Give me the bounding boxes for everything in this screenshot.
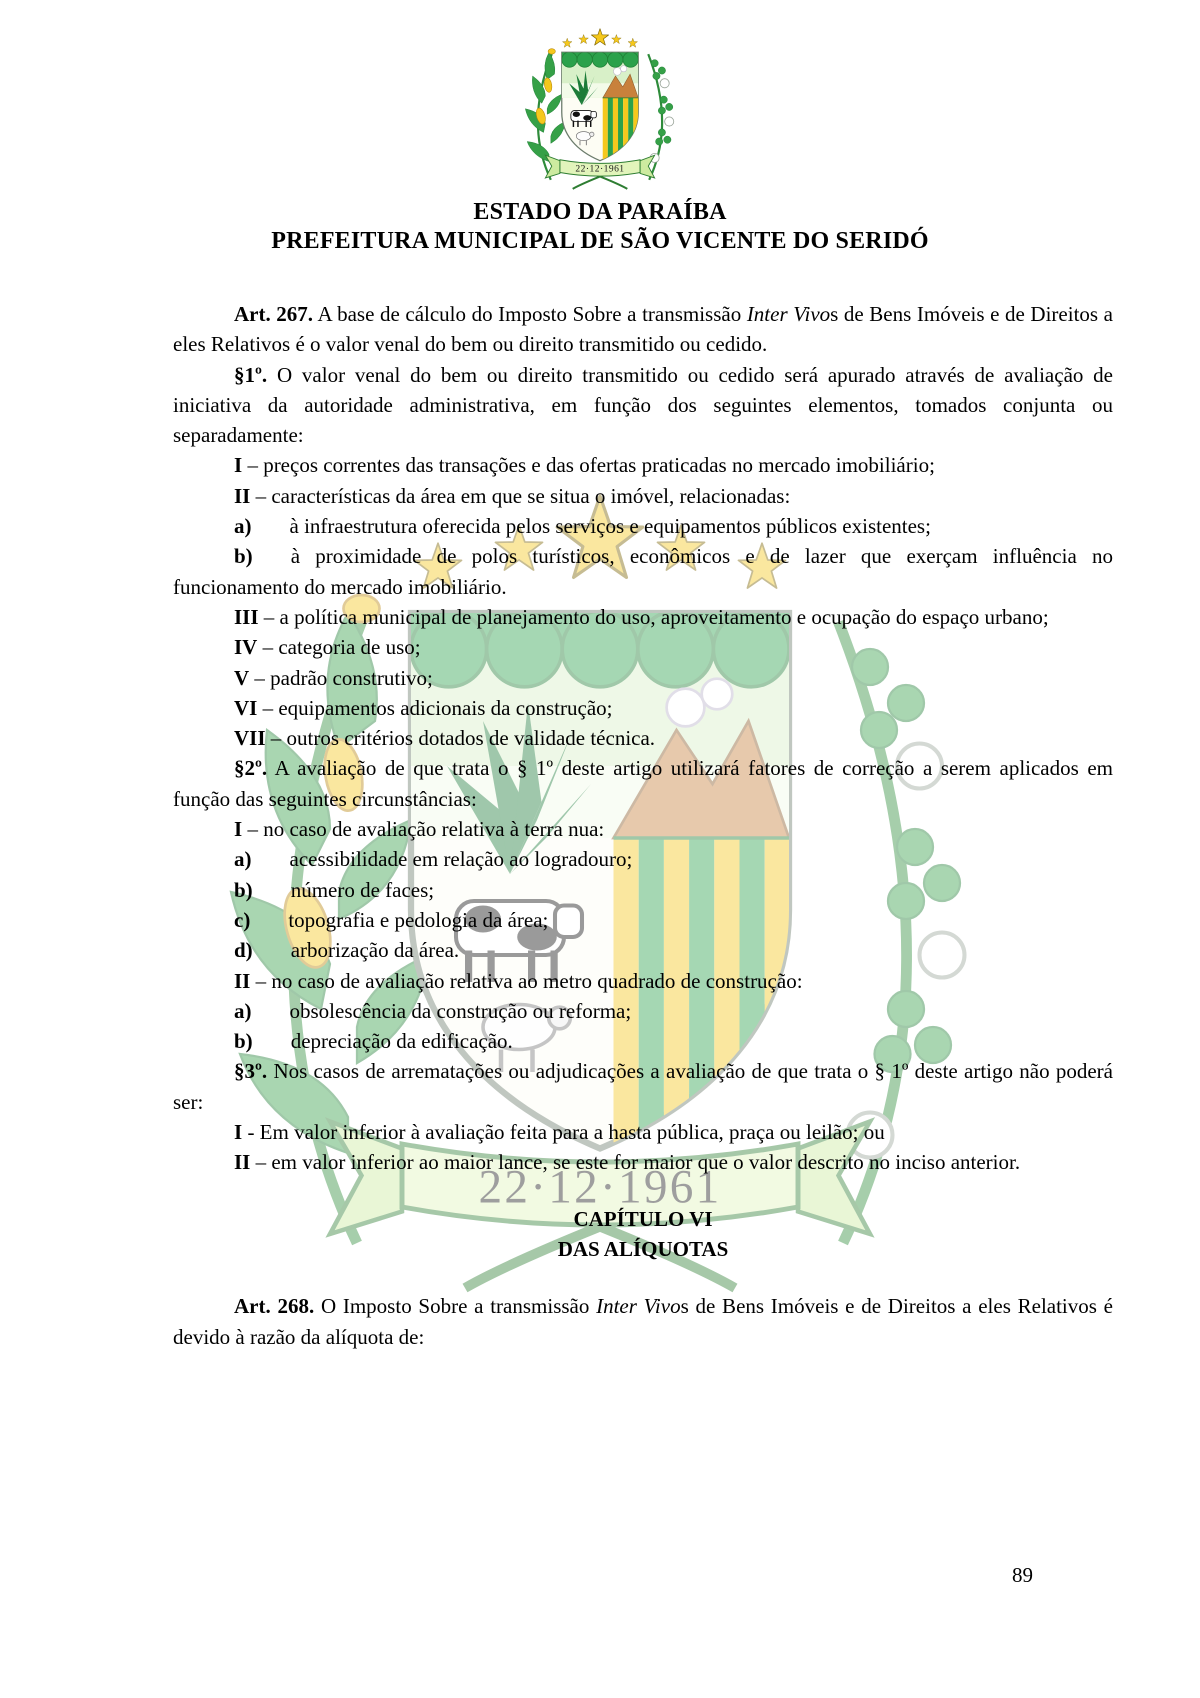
text-run: III (234, 604, 259, 629)
paragraph (173, 996, 1113, 1026)
paragraph (173, 1147, 1113, 1177)
text-run: à infraestrutura oferecida pelos serviços e equipamentos públicos existentes; (289, 514, 931, 539)
paragraph (173, 723, 1113, 753)
paragraph (173, 602, 1113, 632)
text-run: - Em valor inferior à avaliação feita para a hasta pública, praça ou leilão; ou (242, 1120, 885, 1145)
text-run: – preços correntes das transações e das ofertas praticadas no mercado imobiliário; (242, 453, 935, 478)
text-run: – outros critérios dotados de validade técnica. (265, 726, 656, 751)
paragraph (173, 753, 1113, 814)
text-run: b) (234, 877, 253, 902)
text-run: V (234, 665, 250, 690)
text-run: Art. 267. (234, 302, 314, 326)
text-run: depreciação da edificação. (290, 1029, 513, 1054)
paragraph (173, 450, 1113, 480)
text-run: número de faces; (290, 877, 435, 902)
text-run: c) (234, 907, 251, 932)
header-state: ESTADO DA PARAÍBA (473, 199, 727, 225)
text-run: §1º. (234, 362, 268, 387)
paragraph (173, 541, 1113, 602)
text-run: – categoria de uso; (257, 635, 421, 660)
text-run: – padrão construtivo; (249, 665, 433, 690)
coat-of-arms (507, 25, 693, 198)
paragraph (173, 875, 1113, 905)
chapter-heading-line: DAS ALÍQUOTAS (557, 1236, 729, 1261)
text-run: II (234, 1150, 251, 1175)
text-run: Art. 268. (234, 1294, 315, 1319)
text-run: obsolescência da construção ou reforma; (289, 998, 632, 1023)
paragraph (173, 935, 1113, 965)
text-run: §2º. (234, 756, 268, 781)
text-run: b) (234, 544, 253, 569)
text-run: a) (234, 514, 252, 539)
paragraph (173, 511, 1113, 541)
paragraph (173, 693, 1113, 723)
text-run: §3º. (234, 1059, 268, 1084)
document-body (173, 299, 1113, 1352)
paragraph (173, 1056, 1113, 1117)
paragraph (173, 1026, 1113, 1056)
text-run: b) (234, 1029, 253, 1054)
text-run: Inter Vivo (596, 1294, 681, 1319)
paragraph (173, 481, 1113, 511)
paragraph (173, 1291, 1113, 1352)
text-run: VII (234, 726, 266, 751)
header-municipality: PREFEITURA MUNICIPAL DE SÃO VICENTE DO SERIDÓ (271, 228, 929, 254)
page-header (0, 25, 1200, 256)
text-run: à proximidade de polos turísticos, econômicos e de lazer que exerçam influência no funcionamento do mercado imobiliário. (173, 544, 1113, 599)
chapter-heading-line: CAPÍTULO VI (573, 1206, 713, 1231)
paragraph (173, 299, 1113, 360)
text-run: A base de cálculo do Imposto Sobre a transmissão (313, 302, 747, 326)
text-run: Inter Vivo (746, 302, 831, 326)
text-run: – no caso de avaliação relativa à terra nua: (242, 817, 605, 842)
text-run: a) (234, 847, 252, 872)
text-run: s de Bens Imóveis e de Direitos a eles Relativos é o valor venal do bem ou direito transmitido ou cedido. (173, 302, 1113, 357)
paragraph (173, 844, 1113, 874)
paragraph (173, 905, 1113, 935)
text-run: arborização da área. (290, 938, 460, 963)
text-run: O Imposto Sobre a transmissão (314, 1294, 597, 1319)
text-run: Nos casos de arrematações ou adjudicações a avaliação de que trata o § 1º deste artigo não poderá ser: (173, 1059, 1113, 1114)
text-run: O valor venal do bem ou direito transmitido ou cedido será apurado através de avaliação de iniciativa da autoridade administrativa, em função dos seguintes elementos, tomados conjunta ou separadamente: (173, 362, 1113, 448)
text-run: VI (234, 695, 258, 720)
text-run: – no caso de avaliação relativa ao metro quadrado de construção: (250, 968, 803, 993)
text-run: II (234, 968, 251, 993)
chapter-heading (173, 1204, 1113, 1265)
paragraph (173, 663, 1113, 693)
text-run: IV (234, 635, 258, 660)
paragraph (173, 632, 1113, 662)
text-run: a) (234, 998, 252, 1023)
text-run: II (234, 483, 251, 508)
text-run: – a política municipal de planejamento do uso, aproveitamento e ocupação do espaço urbano; (258, 604, 1049, 629)
text-run: topografia e pedologia da área; (288, 907, 549, 932)
text-run: I (234, 817, 243, 842)
text-run: d) (234, 938, 253, 963)
text-run: A avaliação de que trata o § 1º deste artigo utilizará fatores de correção a serem aplicados em função das seguintes circunstâncias: (173, 756, 1113, 811)
text-run: I (234, 453, 243, 478)
text-run: – características da área em que se situa o imóvel, relacionadas: (250, 483, 791, 508)
text-run: – em valor inferior ao maior lance, se este for maior que o valor descrito no inciso anterior. (250, 1150, 1021, 1175)
paragraph (173, 360, 1113, 451)
paragraph (173, 814, 1113, 844)
page-number: 89 (1012, 1563, 1033, 1587)
text-run: I (234, 1120, 243, 1145)
text-run: acessibilidade em relação ao logradouro; (289, 847, 633, 872)
paragraph (173, 966, 1113, 996)
text-run: s de Bens Imóveis e de Direitos a eles Relativos é devido à razão da alíquota de: (173, 1294, 1113, 1349)
text-run: – equipamentos adicionais da construção; (257, 695, 613, 720)
paragraph (173, 1117, 1113, 1147)
